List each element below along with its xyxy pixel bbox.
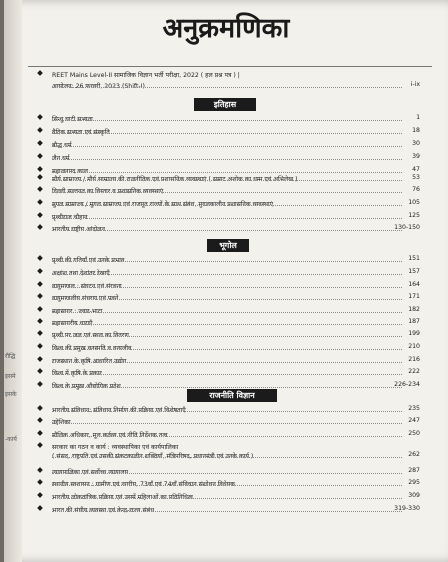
bullet-icon [37,430,43,436]
toc-entry [38,224,420,233]
page-title: अनुक्रमणिका [162,13,290,44]
toc-entry-page: 105 [408,199,420,206]
dot-leader [52,349,402,350]
toc-entry [38,212,420,221]
toc-entry-title: जैन धर्म [52,155,70,162]
bullet-icon [37,268,43,274]
toc-entry-page: 182 [408,306,420,313]
dot-leader [52,485,402,486]
toc-entry [38,306,420,315]
toc-entry [38,127,420,136]
dot-leader [52,261,402,262]
toc-entry-page: 216 [408,356,420,363]
toc-entry [38,442,420,451]
toc-entry-title: ( संसद, राष्ट्रपति एवं उसकी संकटकालीन शक्तियाँ, मंत्रिपरिषद, प्रधानमंत्री एवं उनके कार्य ) [52,453,254,460]
dot-leader [52,387,402,388]
toc-entry [38,186,420,195]
toc-entry-title: विश्व में कृषि के प्रकार [52,370,102,377]
dot-leader [52,230,402,231]
bullet-icon [37,127,43,133]
section-header: इतिहास [194,98,256,111]
toc-entry [38,330,420,339]
toc-entry [38,467,420,476]
margin-fragment: इसके [5,391,17,398]
section-header: राजनीति विज्ञान [187,389,277,402]
toc-entry-page: 287 [408,467,420,474]
margin-fragment: इसमे [5,373,16,380]
toc-entry-page: 247 [408,417,420,424]
toc-entry-title: अक्षांश तथा देशांतर रेखाएँ [52,270,110,277]
dot-leader [52,274,402,275]
bullet-icon [37,417,43,423]
toc-entry [38,114,420,123]
dot-leader [52,146,402,147]
bullet-icon [37,343,43,349]
toc-entry-page: 151 [408,255,420,262]
toc-entry-title: मौलिक अधिकार, मूल कर्तव्य एवं नीति निर्देशक तत्व [52,432,168,439]
book-page [4,0,448,562]
toc-entry-page: 157 [408,268,420,275]
toc-entry-page: 250 [408,430,420,437]
bullet-icon [37,153,43,159]
bullet-icon [37,293,43,299]
toc-entry-page: 295 [408,479,420,486]
exam-title-line: REET Mains Level-II सामाजिक विज्ञान भर्ती परीक्षा, 2022 ( हल प्रश्न पत्र ) | [38,70,420,79]
dot-leader [52,180,402,181]
toc-entry [38,356,420,365]
bullet-icon [37,479,43,485]
bullet-icon [37,166,43,172]
toc-entry-title: भारतीय संविधान: संविधान निर्माण की प्रक्रिया एवं विशेषताएँ [52,407,186,414]
toc-entry-page: 76 [412,186,420,193]
toc-entry [38,479,420,488]
toc-entry-page: 210 [408,343,420,350]
bullet-icon [37,140,43,146]
bullet-icon [37,356,43,362]
bullet-icon [37,381,43,387]
toc-entry [38,318,420,327]
toc-entry [38,153,420,162]
toc-entry-title: बौद्ध धर्म [52,142,72,149]
toc-entry [38,281,420,290]
toc-entry-title: वायुमण्डल : संघटन एवं संरचना [52,283,122,290]
bullet-icon [37,255,43,261]
bullet-icon [37,330,43,336]
dot-leader [52,473,402,474]
toc-entry-page: 47 [412,166,420,173]
toc-entry-title: भारतीय लोकतांत्रिक प्रक्रिया एवं उसमें महिलाओं का प्रतिनिधित्व [52,494,193,501]
left-margin-fragments [4,0,22,562]
toc-entry-title: मौर्य साम्राज्य / मौर्य साम्राज्य की राजनीतिक एवं प्रशासनिक व्यवस्थाएं ( सम्राट अशोक का धम्म एवं अभिलेख ) [52,176,298,183]
bullet-icon [37,114,43,120]
toc-entry-title: पृथ्वी पर जल एवं स्थल का वितरण [52,332,129,339]
toc-entry-page: 319-330 [394,505,420,512]
toc-entry-page: 222 [408,368,420,375]
toc-entry-page: 18 [412,127,420,134]
toc-entry-page: 226-234 [394,381,420,388]
toc-entry-title: न्यायपालिका एवं सर्वोच्च न्यायालय [52,469,129,476]
toc-entry [38,255,420,264]
bullet-icon [37,281,43,287]
toc-entry-title: वैदिक सभ्यता एवं संस्कृति [52,129,110,136]
bullet-icon [37,212,43,218]
toc-entry-page: 187 [408,318,420,325]
dot-leader [52,374,402,375]
toc-entry-title: मुगल साम्राज्य / मुगल साम्राज्य एवं राजपूत राज्यों के साथ संबंध, मुगलकालीन प्रशासनिक व्यवस्थाएं [52,201,273,208]
bullet-icon [37,467,43,473]
toc-entry [38,417,420,426]
toc-entry-page: 309 [408,492,420,499]
margin-fragment: रौद्धि [5,353,16,360]
bullet-icon [37,70,43,76]
toc-entry-title: पृथ्वीराज चौहान [52,214,88,221]
bullet-icon [37,368,43,374]
dot-leader [52,120,402,121]
dot-leader [52,423,402,424]
toc-entry [38,451,420,460]
toc-entry-title: स्थानीय स्वशासन : ग्रामीण एवं नगरीय, 73वाँ एवं 74वाँ संविधान संशोधन विधेयक [52,481,235,488]
dot-leader [52,192,402,193]
toc-entry-title: भारत की संघीय व्यवस्था एवं केन्द्र-राज्य संबंध [52,507,155,514]
toc-entry-page: 235 [408,405,420,412]
dot-leader [52,411,402,412]
toc-entry-page: 262 [408,451,420,458]
toc-entry-title: पृथ्वी की गतियाँ एवं उनके प्रभाव [52,257,125,264]
toc-entry-title: भारतीय राष्ट्रीय आंदोलन [52,226,105,233]
bullet-icon [37,186,43,192]
toc-entry-title: सरकार का गठन व कार्य : व्यवस्थापिका एवं कार्यपालिका [52,444,179,451]
toc-entry-page: 164 [408,281,420,288]
dot-leader [52,362,402,363]
toc-entry [38,199,420,208]
toc-entry-title: वायुमण्डलीय संचरण एवं पवनें [52,295,119,302]
toc-entry-title: महाजनपद काल [52,168,88,175]
toc-entry [38,405,420,414]
dot-leader [52,172,402,173]
toc-entry [38,343,420,352]
dot-leader [52,511,402,512]
dot-leader [52,324,402,325]
toc-entry [38,268,420,277]
toc-entry-page: 199 [408,330,420,337]
dot-leader [52,312,402,313]
toc-entry [38,430,420,439]
toc-entry-title: विश्व की प्रमुख वनस्पति व वन्यजीव [52,345,132,352]
bullet-icon [37,318,43,324]
dot-leader [52,133,402,134]
toc-entry-title: उद्देशिका [52,419,71,426]
toc-entry-page: 30 [412,140,420,147]
toc-entry [38,174,420,183]
bullet-icon [37,505,43,511]
toc-entry-title: सिन्धु घाटी सभ्यता [52,116,93,123]
divider [28,66,432,67]
dot-leader [52,287,402,288]
toc-entry-title: राजस्थान के कृषि आधारित उद्योग [52,358,127,365]
dot-leader [52,205,402,206]
toc-entry-page: 125 [408,212,420,219]
toc-entry-page: 130-150 [394,224,420,231]
bullet-icon [37,442,43,448]
dot-leader [52,457,402,458]
toc-entry-title: महासागर : ज्वार-भाटा [52,308,103,315]
dot-leader [52,218,402,219]
toc-entry-title: महासागरीय धाराएँ [52,320,93,327]
exam-date-line: आयोजन: 26 फरवरी, 2023 (Shift-I) i-ix [52,81,420,90]
section-header: भूगोल [207,239,249,252]
toc-entry-page: 171 [408,293,420,300]
bullet-icon [37,224,43,230]
bullet-icon [37,405,43,411]
toc-entry [38,368,420,377]
margin-fragment: -कार्य [5,436,17,443]
toc-entry [38,293,420,302]
bullet-icon [37,199,43,205]
toc-entry [38,505,420,514]
dot-leader [52,299,402,300]
toc-entry-title: दिल्ली सल्तनत का विस्तार व प्रशासनिक व्यवस्थाएं [52,188,164,195]
dot-leader [52,336,402,337]
dot-leader [52,498,402,499]
toc-entry-title: विश्व के प्रमुख औद्योगिक प्रदेश [52,383,121,390]
toc-entry [38,492,420,501]
toc-entry-page: 39 [412,153,420,160]
toc-entry-page: 53 [412,174,420,181]
dot-leader [52,436,402,437]
toc-entry-page: 1 [416,114,420,121]
bullet-icon [37,306,43,312]
toc-entry [38,140,420,149]
bullet-icon [37,174,43,180]
bullet-icon [37,492,43,498]
dot-leader [52,159,402,160]
